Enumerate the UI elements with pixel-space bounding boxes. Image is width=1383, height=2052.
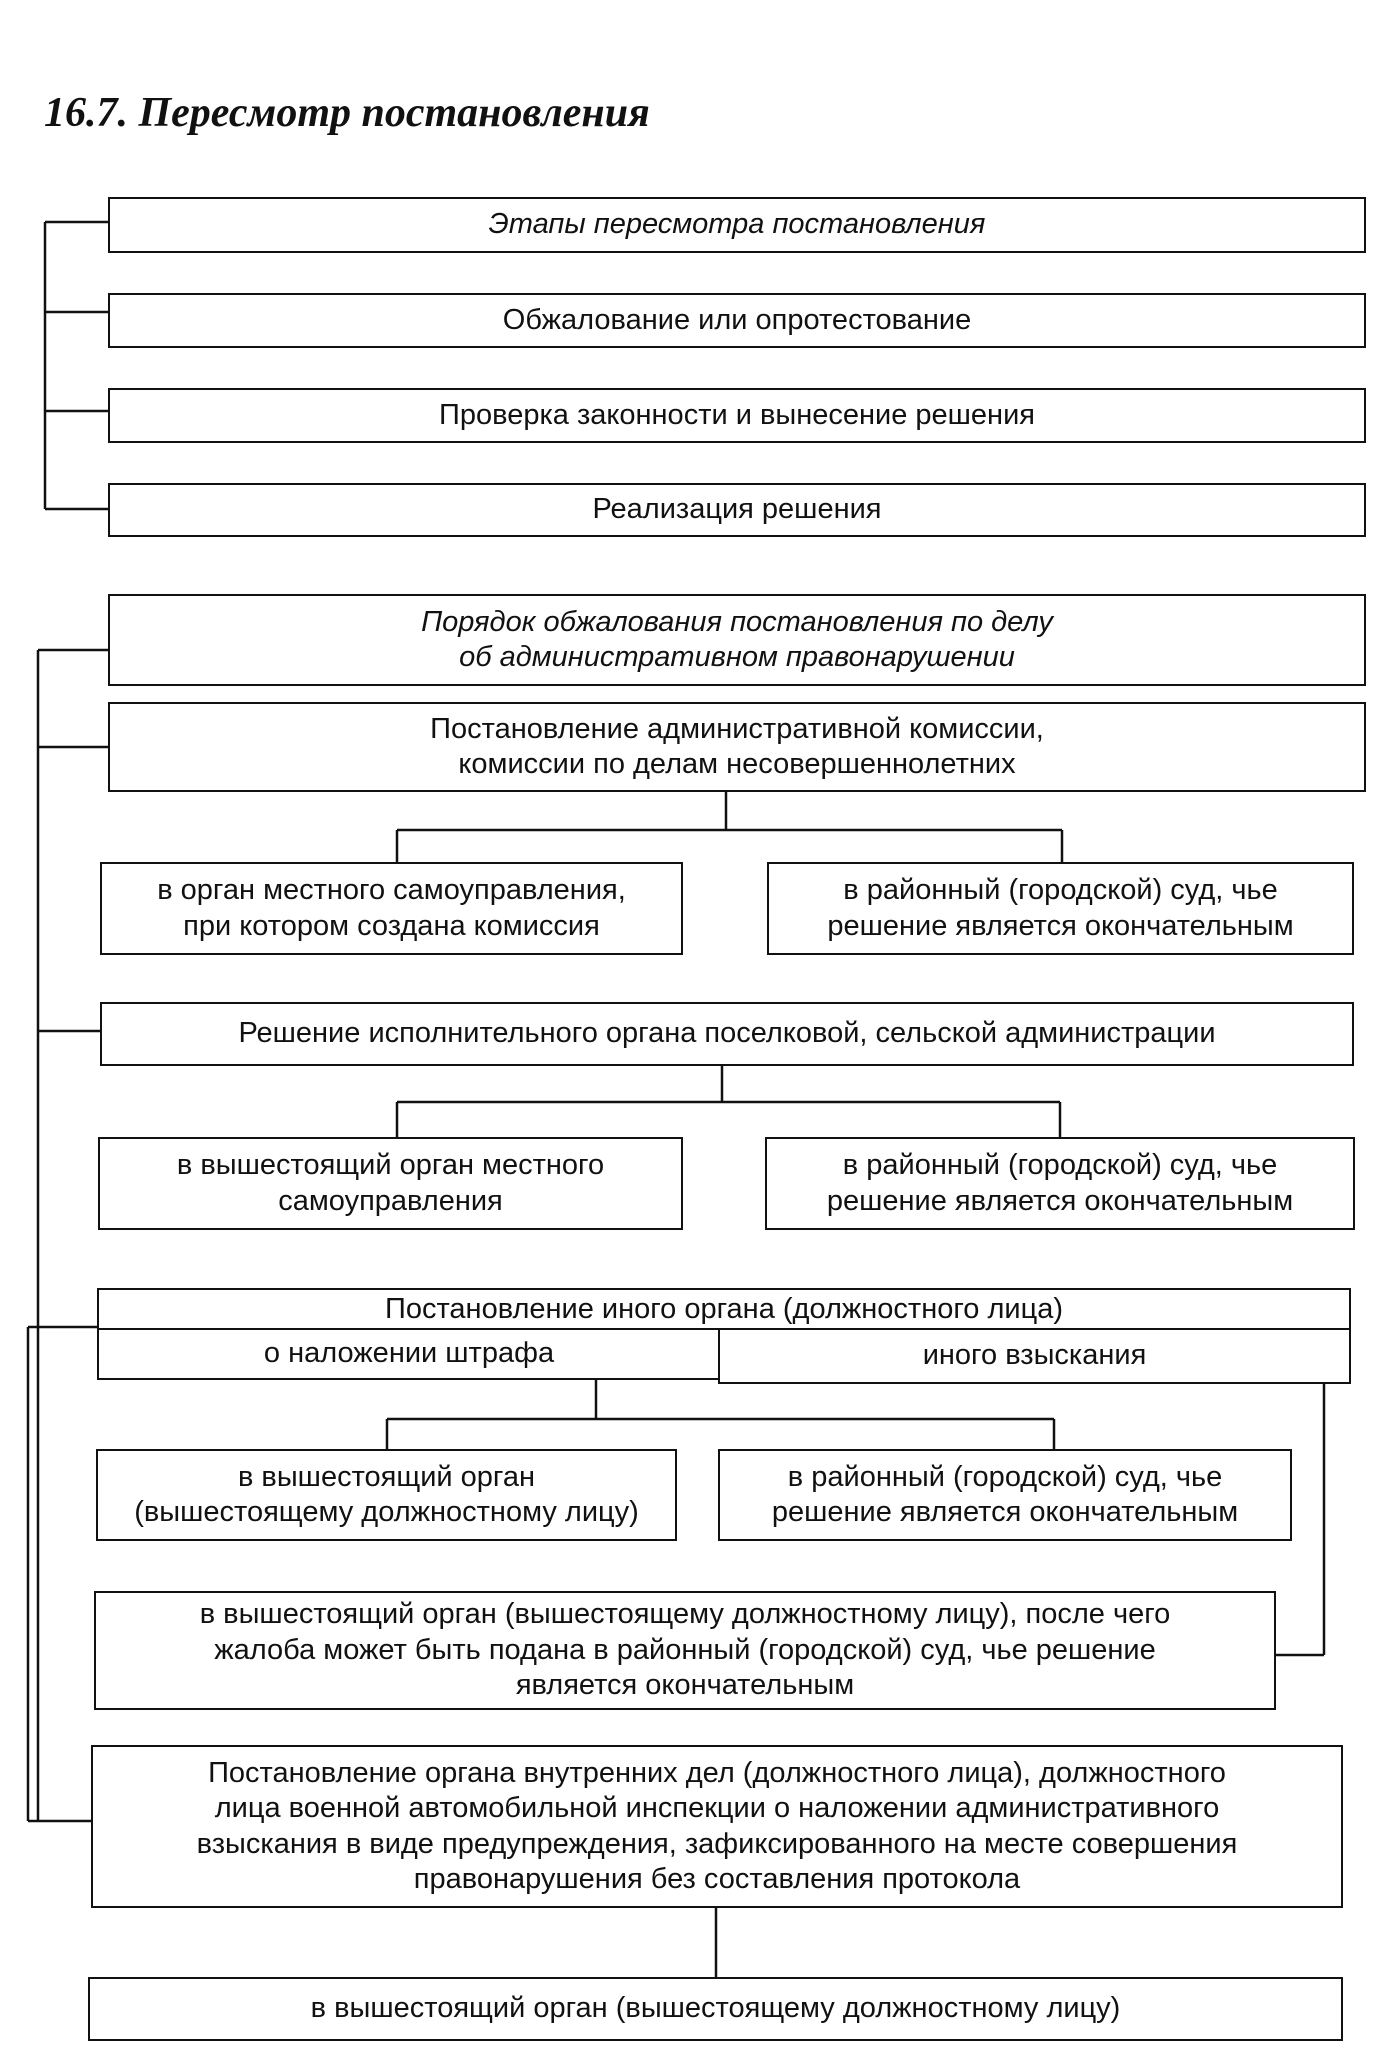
other-bottom-line-1: в вышестоящий орган (вышестоящему должностному лицу), после чего xyxy=(199,1598,1171,1631)
fine-box xyxy=(97,1328,721,1380)
other-right-line-2: решение является окончательным xyxy=(771,1496,1239,1528)
other-bottom-line-3: является окончательным xyxy=(515,1669,855,1702)
other-right-line-1: в районный (городской) суд, чье xyxy=(787,1460,1223,1493)
procedure-title-box xyxy=(108,594,1366,686)
stages-title-box xyxy=(108,197,1366,253)
other-right-box xyxy=(718,1449,1292,1541)
executive-right-line-1: в районный (городской) суд, чье xyxy=(842,1149,1278,1182)
stage-implementation: Реализация решения xyxy=(592,493,882,526)
internal-target-box xyxy=(88,1977,1343,2041)
commission-right-line-1: в районный (городской) суд, чье xyxy=(843,874,1278,907)
procedure-title-line-1: Порядок обжалования постановления по делу xyxy=(421,605,1053,638)
stages-title: Этапы пересмотра постановления xyxy=(488,208,986,241)
commission-box xyxy=(108,702,1366,792)
commission-right-box xyxy=(767,862,1354,955)
other-left-box xyxy=(96,1449,677,1541)
other-bottom-box xyxy=(94,1591,1276,1710)
stage-box-review xyxy=(108,388,1366,443)
internal-target-label: в вышестоящий орган (вышестоящему должностному лицу) xyxy=(310,1992,1121,2025)
executive-left-line-2: самоуправления xyxy=(278,1184,503,1217)
procedure-title-line-2: об административном правонарушении xyxy=(459,641,1015,673)
executive-title: Решение исполнительного органа поселковой, сельской администрации xyxy=(238,1017,1216,1050)
executive-right-line-2: решение является окончательным xyxy=(826,1184,1294,1217)
internal-affairs-box xyxy=(91,1745,1343,1908)
other-body-title: Постановление иного органа (должностного лица) xyxy=(385,1292,1063,1325)
other-bottom-line-2: жалоба может быть подана в районный (городской) суд, чье решение xyxy=(214,1633,1156,1666)
commission-right-line-2: решение является окончательным xyxy=(827,909,1294,942)
executive-left-line-1: в вышестоящий орган местного xyxy=(176,1149,605,1182)
other-left-line-1: в вышестоящий орган xyxy=(237,1460,536,1493)
stage-box-appeal xyxy=(108,293,1366,348)
fine-label: о наложении штрафа xyxy=(263,1337,555,1370)
other-body-box xyxy=(97,1288,1351,1331)
stage-appeal: Обжалование или опротестование xyxy=(502,303,972,336)
commission-left-box xyxy=(100,862,683,955)
other-penalty-box xyxy=(718,1328,1351,1384)
internal-affairs-line-2: лица военной автомобильной инспекции о наложении административного xyxy=(214,1792,1220,1825)
internal-affairs-line-4: правонарушения без составления протокола xyxy=(413,1862,1021,1895)
executive-right-box xyxy=(765,1137,1355,1230)
commission-left-line-2: при котором создана комиссия xyxy=(183,909,600,942)
internal-affairs-line-1: Постановление органа внутренних дел (должностного лица), должностного xyxy=(208,1756,1226,1789)
commission-left-line-1: в орган местного самоуправления, xyxy=(157,874,626,907)
section-heading: 16.7. Пересмотр постановления xyxy=(44,90,650,136)
stage-box-implementation xyxy=(108,483,1366,537)
executive-left-box xyxy=(98,1137,683,1230)
stage-review: Проверка законности и вынесение решения xyxy=(439,398,1035,431)
other-left-line-2: (вышестоящему должностному лицу) xyxy=(134,1496,639,1528)
commission-title-line-1: Постановление административной комиссии, xyxy=(430,712,1044,745)
executive-box xyxy=(100,1002,1354,1066)
other-penalty-label: иного взыскания xyxy=(922,1339,1147,1372)
commission-title-line-2: комиссии по делам несовершеннолетних xyxy=(458,748,1016,780)
internal-affairs-line-3: взыскания в виде предупреждения, зафиксированного на месте совершения xyxy=(196,1827,1238,1860)
